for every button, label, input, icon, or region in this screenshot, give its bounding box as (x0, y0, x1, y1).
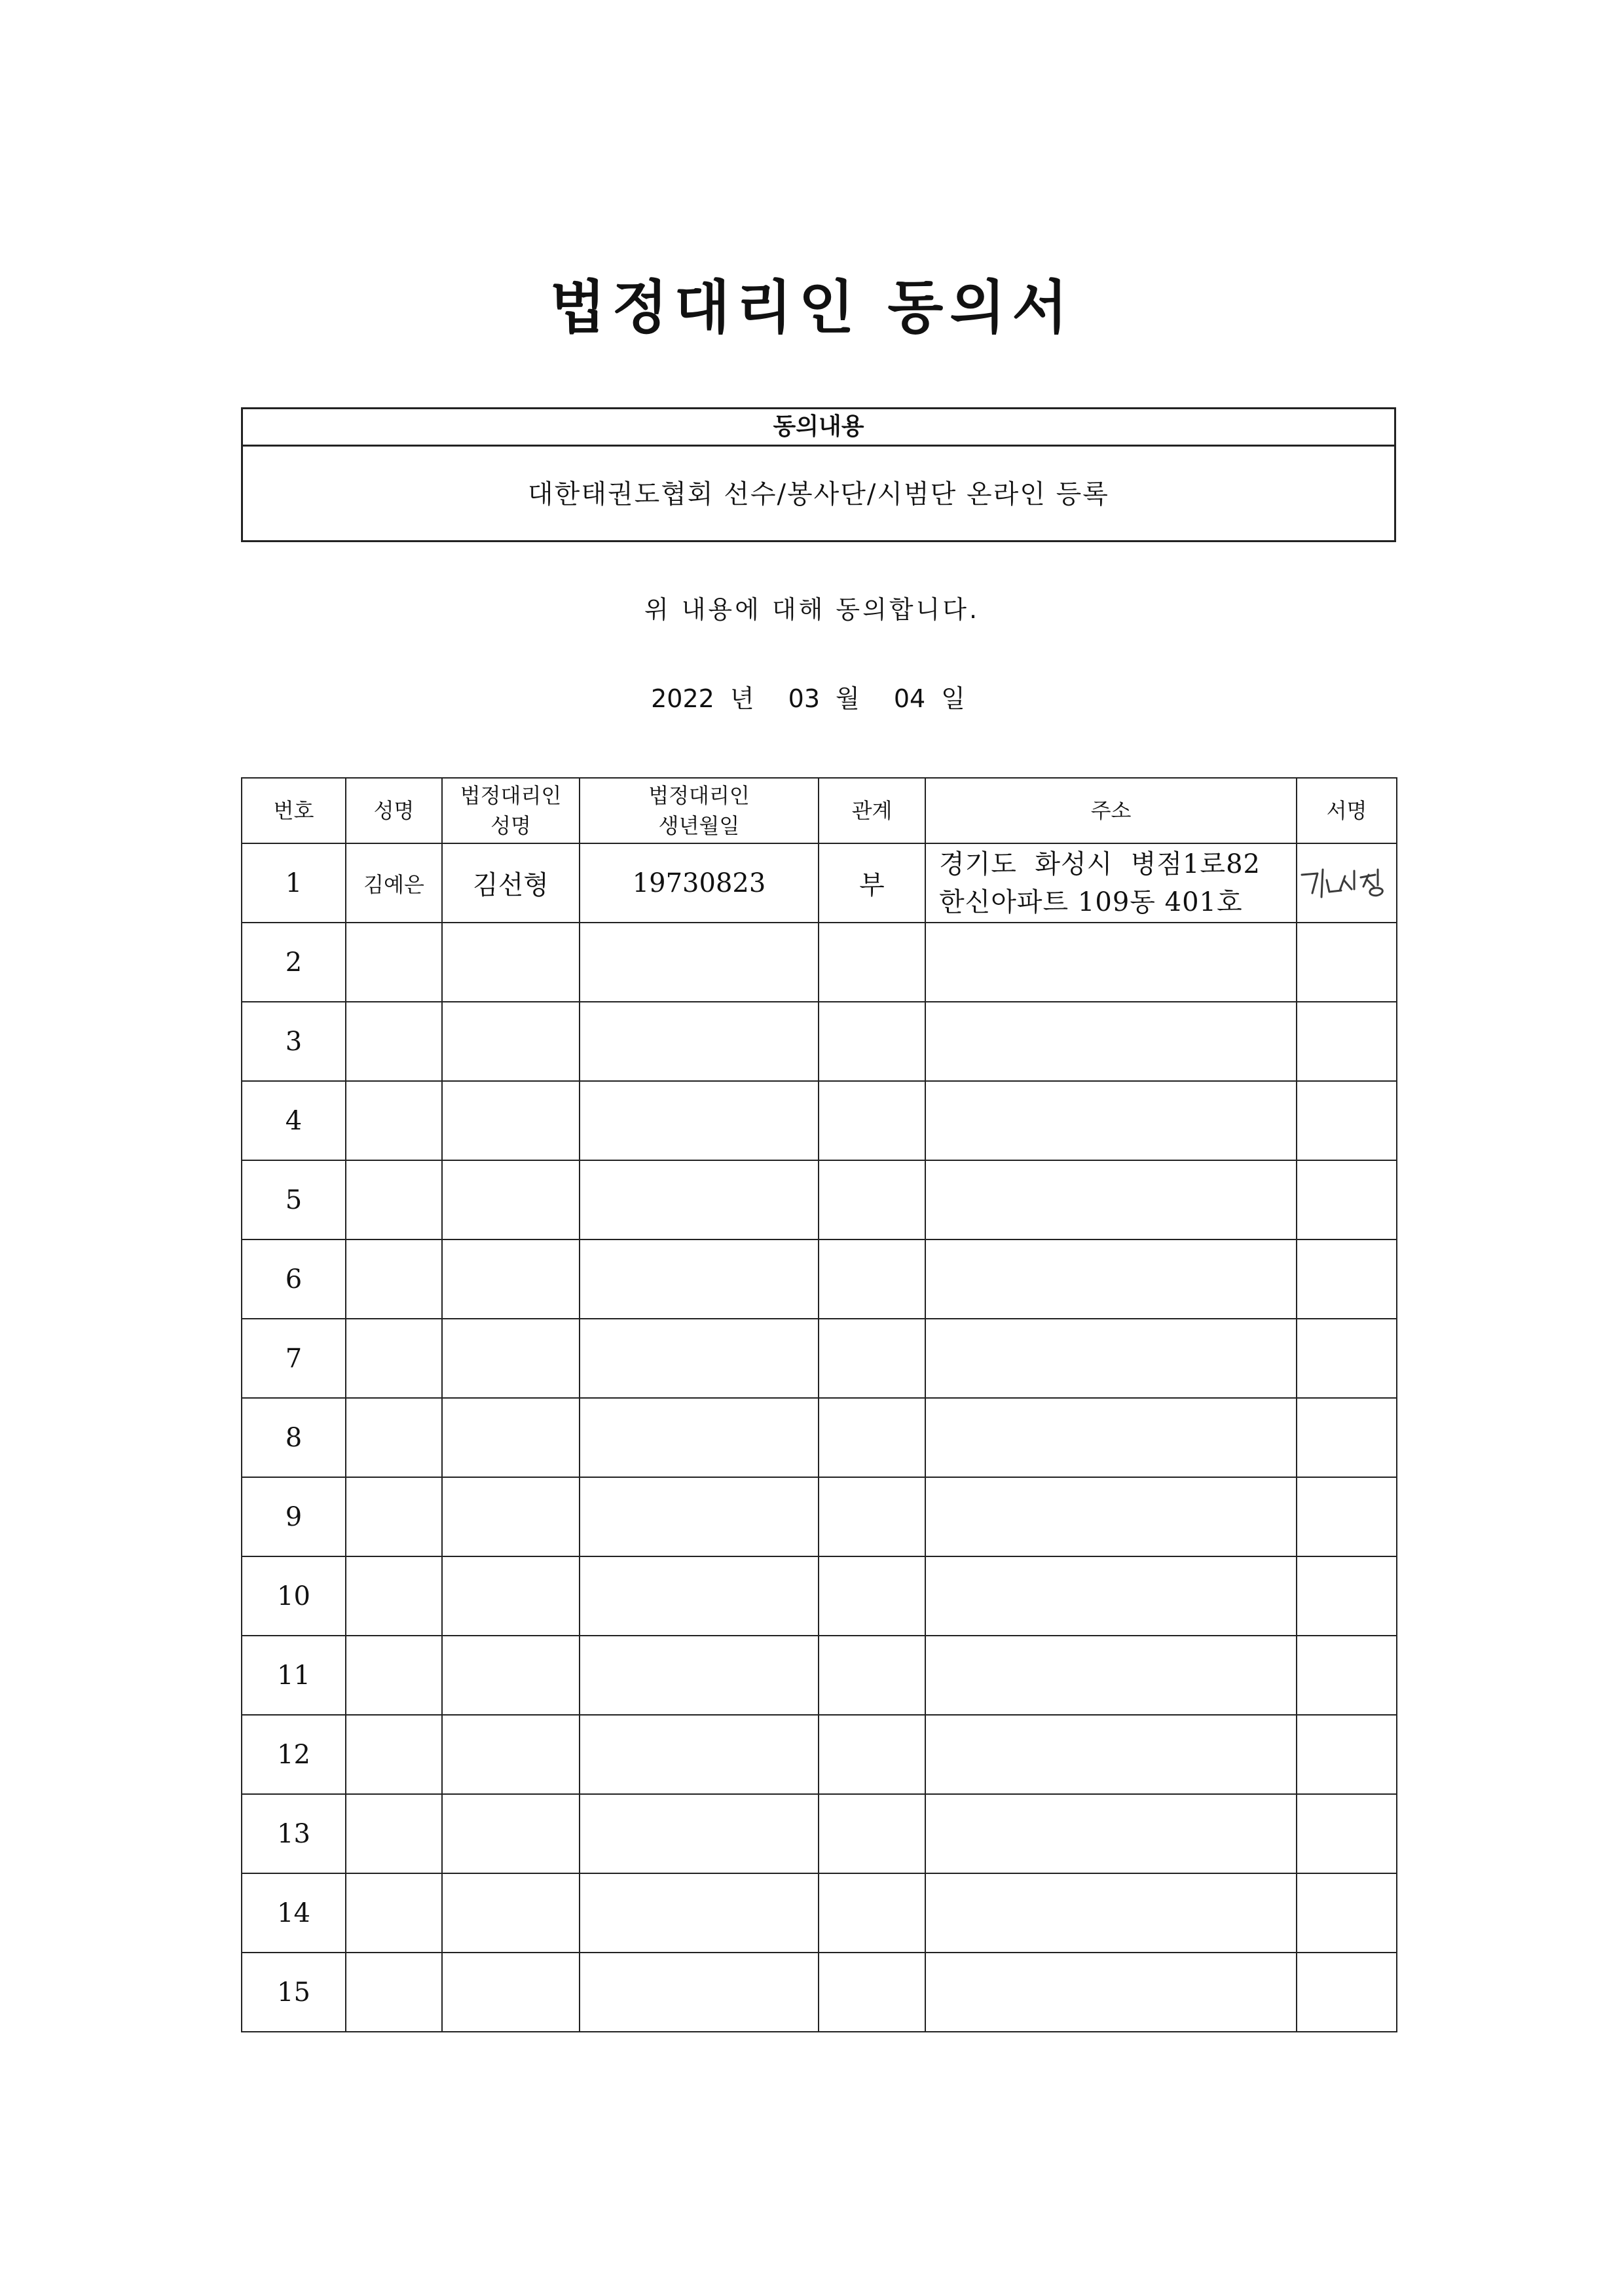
row-guardian-name (442, 1873, 580, 1953)
row-address (925, 1477, 1297, 1556)
row-signature (1297, 1794, 1397, 1873)
row-relation (819, 1239, 925, 1319)
row-name (346, 1239, 442, 1319)
row-name: 김예은 (346, 843, 442, 923)
row-address-line1: 경기도 화성시 병점1로82 (939, 849, 1261, 879)
date-month-unit: 월 (836, 684, 860, 713)
row-guardian-name (442, 1715, 580, 1794)
row-relation (819, 1398, 925, 1477)
row-guardian-name (442, 923, 580, 1002)
header-guardian-name-line1: 법정대리인 (460, 783, 562, 808)
table-body (242, 843, 1397, 2032)
row-guardian-name (442, 1398, 580, 1477)
row-relation (819, 1556, 925, 1636)
header-name: 성명 (346, 778, 442, 843)
row-guardian-birth (580, 1319, 819, 1398)
table-row (242, 1081, 1397, 1160)
table-row (242, 1160, 1397, 1239)
row-no: 1 (242, 843, 346, 923)
row-relation (819, 1081, 925, 1160)
table-row (242, 923, 1397, 1002)
row-name (346, 1398, 442, 1477)
row-address (925, 1239, 1297, 1319)
row-no: 12 (242, 1715, 346, 1794)
row-relation: 부 (819, 843, 925, 923)
row-signature (1297, 923, 1397, 1002)
row-relation (819, 1636, 925, 1715)
date-line (0, 678, 1624, 714)
row-guardian-birth (580, 1081, 819, 1160)
row-address (925, 1398, 1297, 1477)
row-name (346, 1873, 442, 1953)
row-relation (819, 1794, 925, 1873)
row-no: 8 (242, 1398, 346, 1477)
row-signature (1297, 1873, 1397, 1953)
table-row (242, 1715, 1397, 1794)
row-no: 10 (242, 1556, 346, 1636)
row-name (346, 1636, 442, 1715)
date-year-unit: 년 (729, 684, 754, 713)
row-name (346, 1794, 442, 1873)
header-guardian-name (442, 778, 580, 843)
row-guardian-name (442, 1477, 580, 1556)
table-row (242, 1873, 1397, 1953)
agreement-statement: 위 내용에 대해 동의합니다. (644, 595, 980, 624)
row-name (346, 1556, 442, 1636)
row-address (925, 1715, 1297, 1794)
table-row (242, 1319, 1397, 1398)
row-address (925, 1636, 1297, 1715)
row-relation (819, 1319, 925, 1398)
header-guardian-name-line2: 성명 (490, 813, 531, 838)
row-signature (1297, 1636, 1397, 1715)
row-name (346, 1477, 442, 1556)
row-address (925, 1160, 1297, 1239)
row-no: 13 (242, 1794, 346, 1873)
row-guardian-birth (580, 1873, 819, 1953)
row-no: 5 (242, 1160, 346, 1239)
header-no: 번호 (242, 778, 346, 843)
row-signature (1297, 1715, 1397, 1794)
row-name (346, 1319, 442, 1398)
row-relation (819, 1002, 925, 1081)
table-row (242, 843, 1397, 923)
row-name (346, 923, 442, 1002)
row-name (346, 1160, 442, 1239)
row-no: 15 (242, 1953, 346, 2032)
header-signature: 서명 (1297, 778, 1397, 843)
date-day-unit: 일 (941, 684, 965, 713)
row-guardian-birth (580, 1002, 819, 1081)
row-address (925, 1081, 1297, 1160)
row-signature (1297, 1556, 1397, 1636)
consent-header: 동의내용 (243, 409, 1394, 447)
header-guardian-birth (580, 778, 819, 843)
row-no: 7 (242, 1319, 346, 1398)
row-signature (1297, 1239, 1397, 1319)
row-guardian-birth (580, 1160, 819, 1239)
row-signature (1297, 1081, 1397, 1160)
row-guardian-birth (580, 923, 819, 1002)
row-no: 9 (242, 1477, 346, 1556)
header-address: 주소 (925, 778, 1297, 843)
table-row (242, 1953, 1397, 2032)
handwritten-signature (1298, 860, 1396, 906)
row-address (925, 923, 1297, 1002)
row-address (925, 1953, 1297, 2032)
header-guardian-birth-line2: 생년월일 (658, 813, 740, 838)
row-name (346, 1715, 442, 1794)
row-guardian-birth (580, 1556, 819, 1636)
row-relation (819, 1873, 925, 1953)
header-guardian-birth-line1: 법정대리인 (648, 783, 750, 808)
table-row (242, 1556, 1397, 1636)
row-relation (819, 1953, 925, 2032)
row-no: 2 (242, 923, 346, 1002)
table-row (242, 1239, 1397, 1319)
document-title: 법정대리인 동의서 (549, 274, 1075, 341)
row-name (346, 1002, 442, 1081)
row-signature (1297, 1319, 1397, 1398)
row-guardian-birth (580, 1794, 819, 1873)
row-address-line2: 한신아파트 109동 401호 (939, 887, 1243, 917)
table-row (242, 1398, 1397, 1477)
row-address (925, 1556, 1297, 1636)
row-no: 4 (242, 1081, 346, 1160)
table-row (242, 1794, 1397, 1873)
table-row (242, 1477, 1397, 1556)
header-relation: 관계 (819, 778, 925, 843)
row-guardian-name: 김선형 (442, 843, 580, 923)
row-guardian-name (442, 1319, 580, 1398)
row-guardian-name (442, 1002, 580, 1081)
row-signature (1297, 1398, 1397, 1477)
row-name (346, 1953, 442, 2032)
row-guardian-birth (580, 1715, 819, 1794)
row-signature (1297, 843, 1397, 923)
row-relation (819, 1160, 925, 1239)
row-signature (1297, 1002, 1397, 1081)
row-address (925, 843, 1297, 923)
row-signature (1297, 1160, 1397, 1239)
registration-table (241, 777, 1397, 2032)
row-relation (819, 1715, 925, 1794)
row-relation (819, 923, 925, 1002)
consent-content: 대한태권도협회 선수/봉사단/시범단 온라인 등록 (528, 479, 1109, 509)
table-row (242, 1002, 1397, 1081)
row-address (925, 1002, 1297, 1081)
row-guardian-birth (580, 1239, 819, 1319)
date-year: 2022 (651, 684, 714, 713)
row-guardian-birth (580, 1477, 819, 1556)
row-no: 14 (242, 1873, 346, 1953)
row-address (925, 1873, 1297, 1953)
row-guardian-birth: 19730823 (580, 843, 819, 923)
row-guardian-name (442, 1636, 580, 1715)
row-guardian-birth (580, 1636, 819, 1715)
row-address (925, 1319, 1297, 1398)
row-signature (1297, 1953, 1397, 2032)
table-row (242, 1636, 1397, 1715)
row-guardian-birth (580, 1953, 819, 2032)
row-guardian-name (442, 1081, 580, 1160)
row-address (925, 1794, 1297, 1873)
row-guardian-name (442, 1794, 580, 1873)
row-name (346, 1081, 442, 1160)
row-no: 3 (242, 1002, 346, 1081)
row-guardian-name (442, 1953, 580, 2032)
date-day: 04 (893, 684, 926, 713)
row-relation (819, 1477, 925, 1556)
row-no: 11 (242, 1636, 346, 1715)
row-guardian-name (442, 1160, 580, 1239)
date-month: 03 (788, 684, 820, 713)
row-no: 6 (242, 1239, 346, 1319)
row-guardian-name (442, 1239, 580, 1319)
row-guardian-birth (580, 1398, 819, 1477)
consent-box (241, 407, 1396, 542)
row-guardian-name (442, 1556, 580, 1636)
row-signature (1297, 1477, 1397, 1556)
table-header-row (242, 778, 1397, 843)
